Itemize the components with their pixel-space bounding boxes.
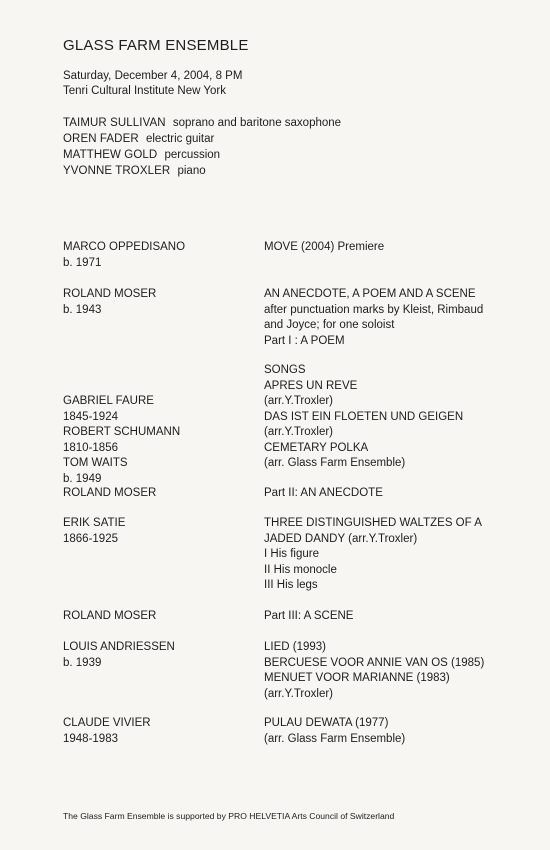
work-line: JADED DANDY (arr.Y.Troxler): [264, 532, 418, 545]
concert-date: Saturday, December 4, 2004, 8 PM: [63, 70, 243, 82]
work-block: [264, 640, 484, 702]
composer-dates: 1845-1924: [63, 410, 118, 423]
work-line: (arr. Glass Farm Ensemble): [264, 457, 406, 469]
work-line: III His legs: [264, 579, 318, 591]
work-block: [264, 609, 353, 625]
work-title: SONGS: [264, 364, 306, 376]
composer-block: [63, 609, 156, 625]
composer-dates: b. 1939: [63, 656, 102, 669]
performer-name: YVONNE TROXLER: [63, 165, 171, 177]
composer-block: [63, 640, 175, 671]
work-line: MENUET VOOR MARIANNE (1983): [264, 672, 450, 684]
composer-block: [63, 516, 125, 547]
performer-role: percussion: [164, 149, 221, 161]
work-line: DAS IST EIN FLOETEN UND GEIGEN: [264, 410, 464, 423]
composer-name: TOM WAITS: [63, 457, 128, 469]
composer-dates: 1948-1983: [63, 732, 118, 745]
composer-name: LOUIS ANDRIESSEN: [63, 641, 175, 653]
work-block: [264, 716, 405, 747]
work-line: and Joyce; for one soloist: [264, 319, 395, 331]
work-line: (arr.Y.Troxler): [264, 395, 334, 407]
work-title: MOVE (2004) Premiere: [264, 241, 385, 253]
work-line: II His monocle: [264, 563, 337, 576]
work-title: LIED (1993): [264, 641, 327, 653]
work-block: [264, 516, 482, 594]
performer-name: TAIMUR SULLIVAN: [63, 117, 166, 129]
composer-dates: b. 1949: [63, 472, 102, 485]
work-line: I His figure: [264, 548, 319, 560]
composer-block: [63, 240, 185, 271]
performer-row: [63, 164, 206, 179]
work-block: [264, 287, 483, 349]
work-line: CEMETARY POLKA: [264, 441, 369, 454]
work-line: APRES UN REVE: [264, 379, 358, 392]
performer-row: [63, 148, 220, 163]
composer-name: ERIK SATIE: [63, 517, 126, 529]
work-line: (arr.Y.Troxler): [264, 426, 334, 438]
concert-venue: Tenri Cultural Institute New York: [63, 85, 226, 97]
work-title: THREE DISTINGUISHED WALTZES OF A: [264, 517, 482, 529]
composer-dates: 1866-1925: [63, 532, 118, 545]
work-line: Part I : A POEM: [264, 334, 345, 347]
work-title: PULAU DEWATA (1977): [264, 717, 389, 729]
composer-name: GABRIEL FAURE: [63, 395, 154, 407]
composer-name: ROLAND MOSER: [63, 610, 157, 622]
composer-block: [63, 287, 156, 318]
performer-role: electric guitar: [145, 133, 215, 145]
composer-name: ROLAND MOSER: [63, 487, 157, 499]
performer-role: piano: [177, 165, 206, 177]
composer-dates: b. 1971: [63, 256, 102, 269]
performer-role: soprano and baritone saxophone: [172, 117, 342, 129]
sponsor-footer: The Glass Farm Ensemble is supported by PRO HELVETIA Arts Council of Switzerland: [63, 811, 395, 821]
work-title: AN ANECDOTE, A POEM AND A SCENE: [264, 288, 476, 300]
work-block: [264, 240, 384, 256]
composer-dates: 1810-1856: [63, 441, 118, 454]
composer-spacer: [63, 379, 180, 395]
performer-row: [63, 132, 214, 147]
work-line: (arr. Glass Farm Ensemble): [264, 732, 406, 745]
performer-name: OREN FADER: [63, 133, 139, 145]
performer-name: MATTHEW GOLD: [63, 149, 158, 161]
composer-name: ROLAND MOSER: [63, 288, 157, 300]
composer-block: [63, 486, 156, 502]
composer-block: [63, 363, 180, 487]
work-line: (arr.Y.Troxler): [264, 687, 334, 700]
composer-spacer: [63, 363, 180, 379]
composer-dates: b. 1943: [63, 303, 102, 316]
work-line: after punctuation marks by Kleist, Rimbaud: [264, 303, 484, 316]
composer-name: CLAUDE VIVIER: [63, 717, 151, 729]
ensemble-title: GLASS FARM ENSEMBLE: [63, 37, 249, 54]
composer-block: [63, 716, 151, 747]
composer-name: ROBERT SCHUMANN: [63, 426, 181, 438]
work-title: Part II: AN ANECDOTE: [264, 487, 383, 499]
work-block: [264, 363, 463, 472]
performer-row: [63, 116, 341, 131]
work-line: BERCUESE VOOR ANNIE VAN OS (1985): [264, 656, 485, 669]
work-block: [264, 486, 383, 502]
composer-name: MARCO OPPEDISANO: [63, 241, 186, 253]
work-title: Part III: A SCENE: [264, 610, 354, 622]
